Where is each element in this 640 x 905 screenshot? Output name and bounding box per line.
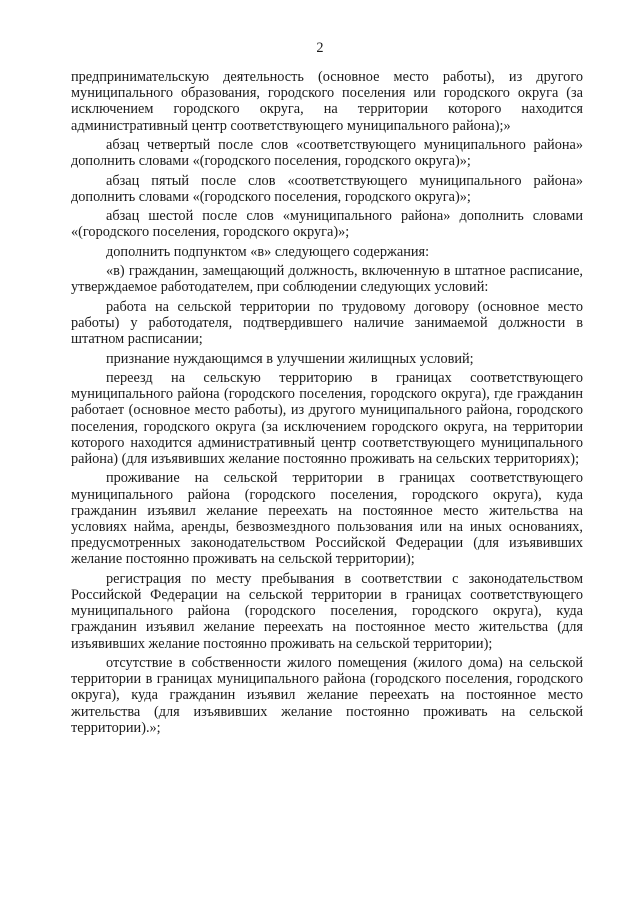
paragraph-condition-rabota: работа на сельской территории по трудовому договору (основное место работы) у работодателя, подтвердившего наличие занимаемой должности в штатном расписании;	[71, 298, 583, 348]
paragraph-continuation: предпринимательскую деятельность (основное место работы), из другого муниципального образования, городского поселения или городского округа (за исключением городского округа, на территории которого находится административный центр соответствующего муниципального района);»	[71, 69, 583, 134]
document-body	[71, 69, 583, 739]
paragraph-abzac-shestoj: абзац шестой после слов «муниципального района» дополнить словами «(городского поселения, городского округа)»;	[71, 208, 583, 241]
paragraph-abzac-pyatyj: абзац пятый после слов «соответствующего муниципального района» дополнить словами «(городского поселения, городского округа)»;	[71, 172, 583, 205]
paragraph-dopolnit-podpunktom: дополнить подпунктом «в» следующего содержания:	[106, 243, 430, 260]
paragraph-condition-priznanie: признание нуждающимся в улучшении жилищных условий;	[106, 350, 474, 367]
page-number: 2	[316, 40, 324, 56]
paragraph-abzac-chetvertyj: абзац четвертый после слов «соответствующего муниципального района» дополнить словами «(городского поселения, городского округа)»;	[71, 137, 583, 170]
paragraph-condition-otsutstvie: отсутствие в собственности жилого помещения (жилого дома) на сельской территории в границах муниципального района (городского поселения, городского округа), куда гражданин изъявил желание переехать на постоянное место жительства (для изъявивших желание постоянно проживать на сельской территории).»;	[71, 654, 583, 736]
paragraph-condition-prozhivanie: проживание на сельской территории в границах соответствующего муниципального района (городского поселения, городского округа), куда гражданин изъявил желание переехать на постоянное место жительства на условиях найма, аренды, безвозмездного пользования или на иных основаниях, предусмотренных законодательством Российской Федерации (для изъявивших желание постоянно проживать на сельской территории);	[71, 470, 583, 568]
paragraph-condition-registraciya: регистрация по месту пребывания в соответствии с законодательством Российской Федерации на сельской территории в границах соответствующего муниципального района (городского поселения, городского округа), куда гражданин изъявил желание переехать на постоянное место жительства (для изъявивших желание постоянно проживать на сельской территории);	[71, 570, 583, 652]
paragraph-podpunkt-v: «в) гражданин, замещающий должность, включенную в штатное расписание, утверждаемое работодателем, при соблюдении следующих условий:	[71, 263, 583, 296]
paragraph-condition-pereezd: переезд на сельскую территорию в границах соответствующего муниципального района (городского поселения, городского округа), где гражданин работает (основное место работы), из другого муниципального района, городского поселения, городского округа (за исключением городского округа, на территории которого находится административный центр соответствующего муниципального района) (для изъявивших желание постоянно проживать на сельских территориях);	[71, 369, 583, 467]
